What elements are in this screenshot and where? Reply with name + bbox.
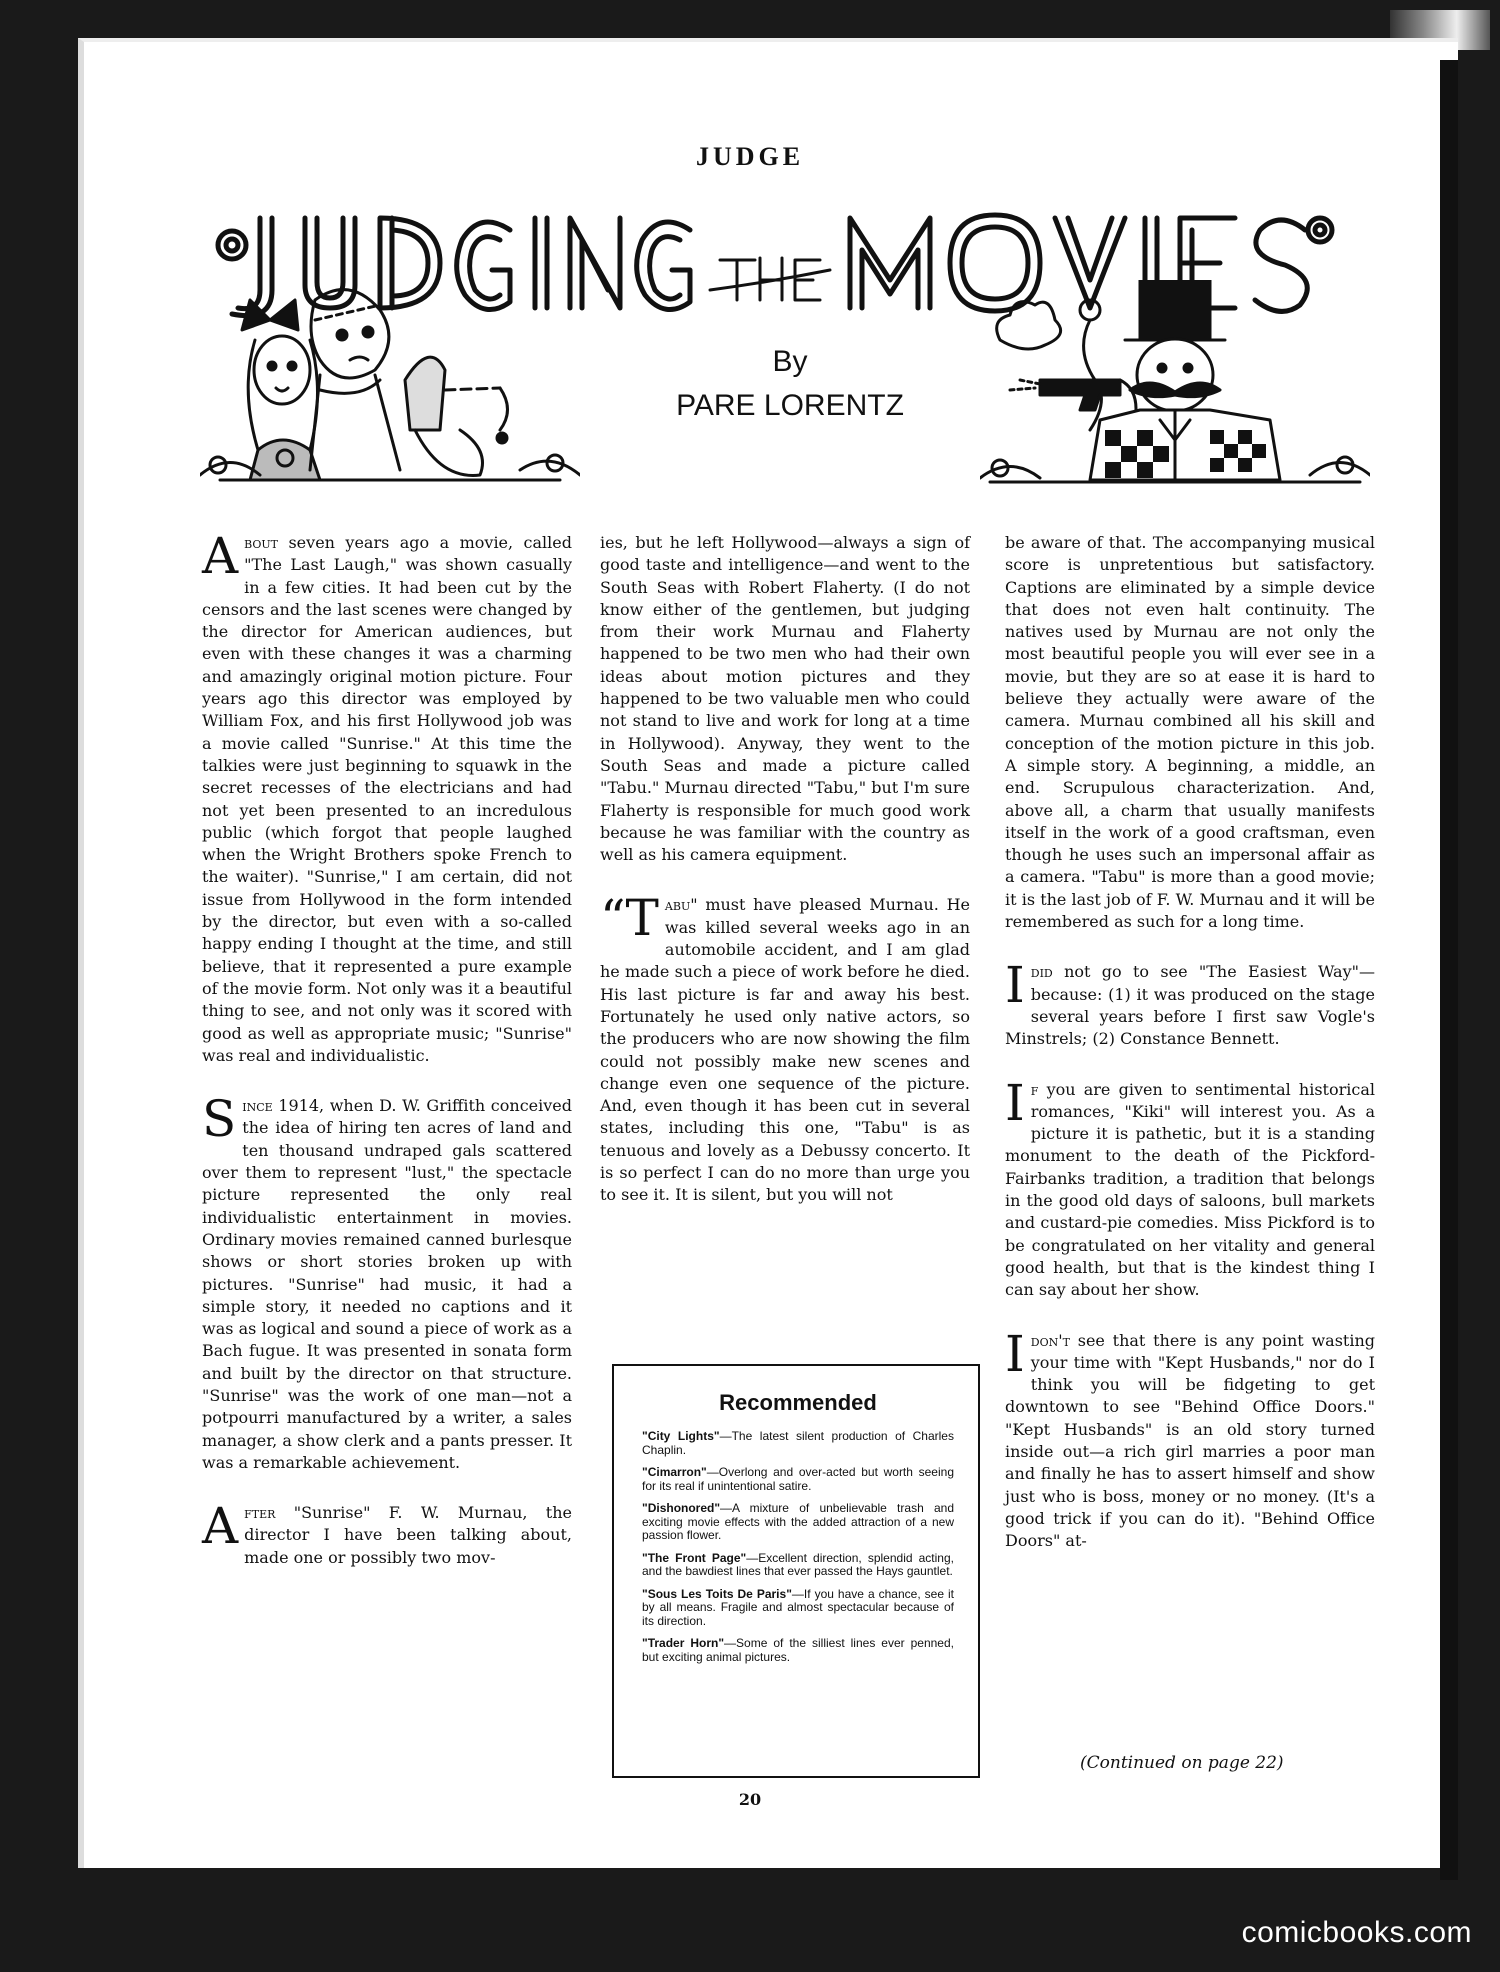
drop-cap: I xyxy=(1005,1073,1025,1132)
paragraph xyxy=(1005,956,1375,1050)
left-cartoon-illustration xyxy=(200,280,580,490)
small-caps-lead: did xyxy=(1030,962,1053,982)
recommended-title: Recommended xyxy=(719,1390,877,1415)
paragraph-text: 1914, when D. W. Griffith conceived the idea of hiring ten acres of land and ten thousand undraped gals scattered over them to represent "lust," the spectacle picture represented the only real individualistic entertainment in movies. Ordinary movies remained canned burlesque shows or short stories broken up with pictures. "Sunrise" had music, it had a simple story, it needed no captions and it was as logical and sound a piece of work as a Bach fugue. It was presented in sonata form and built by the director on that structure. "Sunrise" was the work of one man—not a potpourri manufactured by a writer, a sales manager, a show clerk and a pants presser. It was a remarkable achievement. xyxy=(202,1096,572,1472)
recommended-item xyxy=(642,1588,954,1629)
drop-cap: A xyxy=(202,527,239,585)
recommended-item xyxy=(642,1466,954,1493)
film-title: "Sous Les Toits De Paris" xyxy=(642,1586,792,1601)
recommended-item xyxy=(642,1430,954,1457)
drop-cap: I xyxy=(1005,956,1025,1015)
page-spine-shadow xyxy=(1440,60,1458,1880)
paragraph-text: you are given to sentimental historical romances, "Kiki" will interest you. As a picture it is pathetic, but it is a standing monument to the death of the Pickford-Fairbanks tradition, a tradition that belongs in the good old days of saloons, bull markets and custard-pie comedies. Miss Pickford is to be congratulated on her vitality and general good health, but that is the kindest thing I can say about her show. xyxy=(1005,1079,1375,1300)
film-description: —Some of the silliest lines ever penned, but exciting animal pictures. xyxy=(642,1636,954,1664)
continued-notice: (Continued on page 22) xyxy=(1080,1753,1284,1773)
article-column-2 xyxy=(600,532,970,1235)
paragraph xyxy=(1005,1073,1375,1302)
film-title: "Cimarron" xyxy=(642,1465,707,1479)
small-caps-lead: abu xyxy=(664,895,691,915)
recommended-item xyxy=(642,1637,954,1664)
film-description: —If you have a chance, see it by all means. Fragile and almost spectacular because of its direction. xyxy=(642,1586,955,1628)
drop-cap: “T xyxy=(600,889,659,948)
small-caps-lead: bout xyxy=(244,533,279,552)
small-caps-lead: ince xyxy=(242,1096,273,1116)
paragraph xyxy=(202,527,572,1067)
paragraph xyxy=(600,889,970,1206)
small-caps-lead: f xyxy=(1030,1079,1039,1099)
byline-author: PARE LORENTZ xyxy=(676,389,904,422)
film-description: —The latest silent production of Charles Chaplin. xyxy=(642,1429,954,1457)
small-caps-lead: fter xyxy=(244,1503,276,1523)
paragraph-text: "Sunrise" F. W. Murnau, the director I have been talking about, made one or possibly two mov- xyxy=(244,1503,572,1567)
drop-cap: S xyxy=(202,1090,237,1149)
film-title: "The Front Page" xyxy=(642,1550,747,1565)
paragraph-text: be aware of that. The accompanying musical score is unpretentious but satisfactory. Captions are eliminated by a simple device that does not even halt continuity. The natives used by Murnau are not only the most beautiful people you will ever see in a movie, but they are so at ease it is hard to believe they actually were aware of the camera. Murnau combined all his skill and conception of the motion picture in this job. A simple story. A beginning, a middle, an end. Scrupulous characterization. And, above all, a charm that usually manifests itself in the work of a good craftsman, even though he uses such an impersonal affair as a camera. "Tabu" is more than a good movie; it is the last job of F. W. Murnau and it will be remembered as such for a long time. xyxy=(1005,533,1375,932)
paragraph xyxy=(1005,1324,1375,1553)
paragraph xyxy=(600,532,970,866)
paragraph xyxy=(1005,532,1375,933)
film-description: —Excellent direction, splendid acting, and the bawdiest lines that ever passed the Hays gauntlet. xyxy=(642,1550,954,1578)
recommended-item xyxy=(642,1502,954,1543)
paragraph-text: see that there is any point wasting your time with "Kept Husbands," nor do I think you will be fidgeting to get downtown to see "Behind Office Doors." "Kept Husbands" is an old story turned inside out—a rich girl marries a poor man and finally he has to assert himself and show just who is boss, money or no money. (It's a good trick if you can do it). "Behind Office Doors" at- xyxy=(1005,1330,1375,1551)
byline-by: By xyxy=(772,345,808,378)
recommended-item xyxy=(642,1552,954,1579)
paragraph-text: " must have pleased Murnau. He was killed several weeks ago in an automobile accident, and I am glad he made such a piece of work before he died. His last picture is far and away his best. Fortunately he used only native actors, so the producers who are now showing the film could not possibly make new scenes and change even one sequence of the picture. And, even though it has been cut in several states, including this one, "Tabu" is as tenuous and lovely as a Debussy concerto. It is so perfect I can do no more than urge you to see it. It is silent, but you will not xyxy=(600,895,970,1205)
watermark-logo: comicbooks.com xyxy=(1241,1916,1472,1949)
film-title: "City Lights" xyxy=(642,1429,720,1443)
paragraph xyxy=(202,1090,572,1474)
byline xyxy=(640,340,940,428)
article-column-1 xyxy=(202,527,572,1597)
small-caps-lead: don't xyxy=(1030,1330,1070,1350)
paragraph xyxy=(202,1497,572,1569)
drop-cap: I xyxy=(1005,1324,1025,1383)
recommended-box xyxy=(612,1364,980,1778)
right-cartoon-illustration xyxy=(980,280,1370,490)
page-number: 20 xyxy=(738,1790,762,1809)
film-title: "Dishonored" xyxy=(642,1501,721,1515)
paragraph-text: ies, but he left Hollywood—always a sign of good taste and intelligence—and went to the South Seas with Robert Flaherty. (I do not know either of the gentlemen, but judging from their work Murnau and Flaherty happened to be two men who had their own ideas about motion pictures and they happened to be two valuable men who could not stand to live and work for long at a time in Hollywood). Anyway, they went to the South Seas and made a picture called "Tabu." Murnau directed "Tabu," but I'm sure Flaherty is responsible for much good work because he was familiar with the country as well as his camera equipment. xyxy=(600,533,970,865)
film-description: —Overlong and over-acted but worth seeing for its real if unintentional satire. xyxy=(642,1465,954,1493)
film-title: "Trader Horn" xyxy=(642,1636,725,1650)
drop-cap: A xyxy=(202,1497,239,1556)
masthead: JUDGE xyxy=(695,142,805,171)
paragraph-text: seven years ago a movie, called "The Last Laugh," was shown casually in a few cities. It had been cut by the censors and the last scenes were changed by the director for American audiences, but even with these changes it was a charming and amazingly original motion picture. Four years ago this director was employed by William Fox, and his first Hollywood job was a movie called "Sunrise." At this time the talkies were just beginning to squawk in the secret recesses of the electricians and had not yet been presented to an incredulous public (which forgot that people laughed when the Wright Brothers spoke French to the waiter). "Sunrise," I am certain, did not issue from Hollywood in the form intended by the director, but even with a so-called happy ending I thought at the time, and still believe, that it represented a pure example of the movie form. Not only was it a beautiful thing to see, and not only was it scored with good as well as appropriate music; "Sunrise" was real and individualistic. xyxy=(202,533,572,1065)
paragraph-text: not go to see "The Easiest Way"—because: (1) it was produced on the stage several years before I first saw Vogle's Minstrels; (2) Constance Bennett. xyxy=(1005,962,1375,1049)
article-column-3 xyxy=(1005,532,1375,1580)
film-description: —A mixture of unbelievable trash and exciting movie effects with the added attraction of a new passion flower. xyxy=(642,1501,954,1542)
